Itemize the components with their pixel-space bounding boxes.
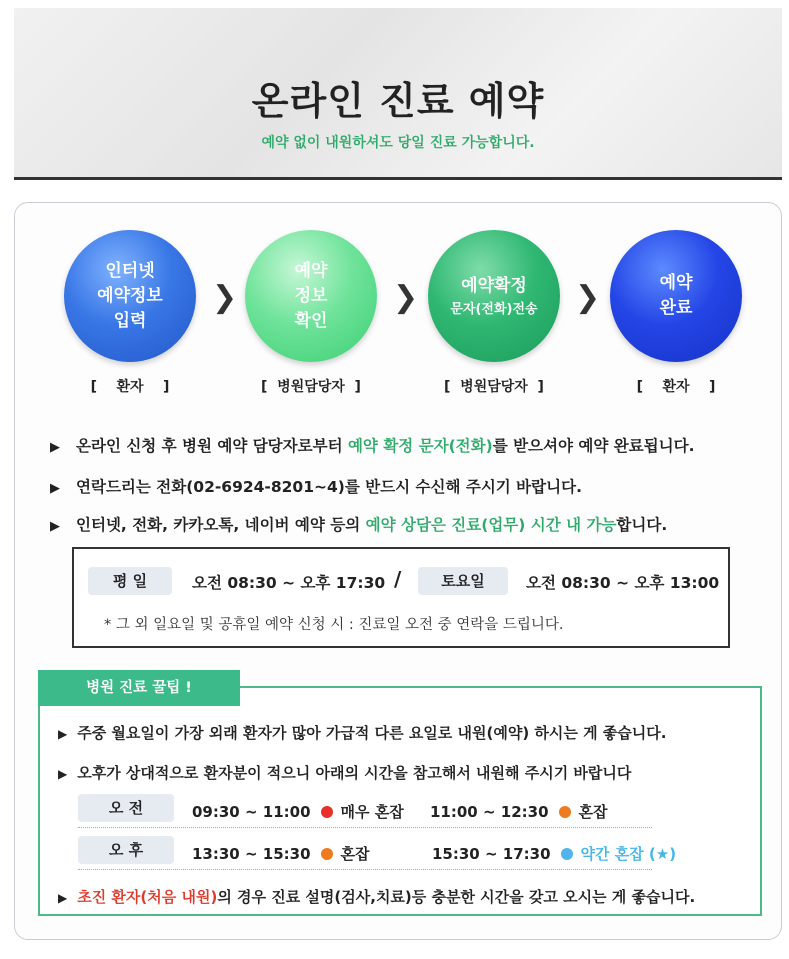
step-3-role: [ 병원담당자 ]: [444, 379, 544, 395]
pm-label: 오 후: [78, 836, 174, 864]
tip-line-2: ▶ 오후가 상대적으로 환자분이 적으니 아래의 시간을 참고해서 내원해 주시기 바랍니다: [58, 764, 632, 782]
triangle-right-icon: ▶: [58, 727, 68, 741]
step-2-role: [ 병원담당자 ]: [261, 379, 361, 395]
triangle-right-icon: ▶: [58, 767, 68, 781]
chevron-right-icon: ❯: [393, 280, 419, 315]
triangle-right-icon: ▶: [50, 481, 60, 496]
weekday-time: 오전 08:30 ~ 오후 17:30: [192, 574, 386, 592]
step-3-sublabel: 문자(전화)전송: [450, 301, 538, 317]
pm-slot-1: 13:30 ~ 15:30 혼잡: [192, 845, 370, 863]
saturday-label: 토요일: [418, 567, 508, 595]
first-visit-highlight: 초진 환자(처음 내원): [77, 888, 218, 906]
page-title: 온라인 진료 예약: [251, 79, 545, 123]
tips-box: [38, 686, 762, 916]
info-highlight: 예약 확정 문자(전화): [347, 437, 493, 455]
hours-separator: /: [394, 567, 402, 591]
am-row: [78, 788, 652, 828]
step-1-label: 인터넷 예약정보 입력: [97, 260, 163, 331]
busy-dot-icon: [321, 848, 333, 860]
holiday-note: * 그 외 일요일 및 공휴일 예약 신청 시 : 진료일 오전 중 연락을 드립니다.: [104, 617, 564, 633]
business-hours-box: [72, 547, 730, 648]
page-subtitle: 예약 없이 내원하셔도 당일 진료 가능합니다.: [261, 135, 535, 151]
very-busy-dot-icon: [321, 806, 333, 818]
tips-tab: 병원 진료 꿀팁 !: [38, 670, 240, 706]
info-line-1: ▶ 온라인 신청 후 병원 예약 담당자로부터 예약 확정 문자(전화)를 받으셔야 예약 완료됩니다.: [50, 437, 695, 455]
info-highlight: 예약 상담은 진료(업무) 시간 내 가능: [365, 516, 617, 534]
step-4-role: [ 환자 ]: [636, 379, 716, 395]
page-header: [14, 8, 782, 180]
pm-slot-2: 15:30 ~ 17:30 약간 혼잡 (★): [432, 845, 677, 863]
pm-row: [78, 830, 677, 870]
slightly-busy-dot-icon: [561, 848, 573, 860]
chevron-right-icon: ❯: [212, 280, 238, 315]
info-line-2: ▶ 연락드리는 전화(02-6924-8201~4)를 반드시 수신해 주시기 바랍니다.: [50, 478, 582, 496]
step-4-circle: [610, 230, 742, 362]
triangle-right-icon: ▶: [50, 519, 60, 534]
am-slot-1: 09:30 ~ 11:00 매우 혼잡: [192, 803, 404, 821]
chevron-right-icon: ❯: [575, 280, 601, 315]
busy-dot-icon: [559, 806, 571, 818]
step-1-role: [ 환자 ]: [90, 379, 170, 395]
weekday-label: 평 일: [88, 567, 172, 595]
step-2-circle: [245, 230, 377, 362]
tip-line-3: ▶ 초진 환자(처음 내원)의 경우 진료 설명(검사,치료)등 충분한 시간을 갖고 오시는 게 좋습니다.: [58, 888, 696, 906]
step-3-label: 예약확정: [461, 275, 527, 296]
step-4-label: 예약 완료: [659, 273, 693, 318]
tip-line-1: ▶ 주중 월요일이 가장 외래 환자가 많아 가급적 다른 요일로 내원(예약) 하시는 게 좋습니다.: [58, 724, 667, 742]
saturday-time: 오전 08:30 ~ 오후 13:00: [526, 574, 720, 592]
triangle-right-icon: ▶: [58, 891, 68, 905]
step-1-circle: [64, 230, 196, 362]
am-label: 오 전: [78, 794, 174, 822]
step-2-label: 예약 정보 확인: [294, 260, 328, 331]
triangle-right-icon: ▶: [50, 440, 60, 455]
info-line-3: ▶ 인터넷, 전화, 카카오톡, 네이버 예약 등의 예약 상담은 진료(업무) 시간 내 가능합니다.: [50, 516, 668, 534]
am-slot-2: 11:00 ~ 12:30 혼잡: [430, 803, 608, 821]
step-3-circle: [428, 230, 560, 362]
